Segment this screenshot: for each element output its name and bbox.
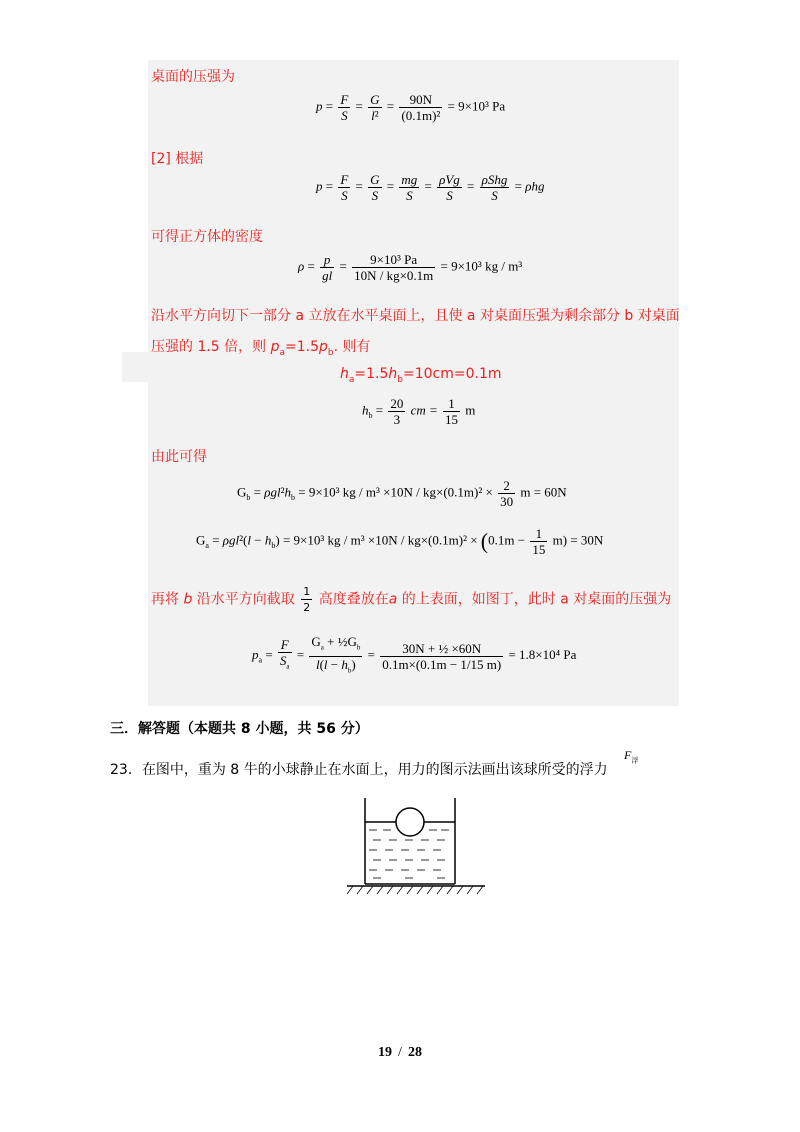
question-23: 23．在图中，重为 8 牛的小球静止在水面上，用力的图示法画出该球所受的浮力 xyxy=(110,762,608,778)
buoyancy-symbol: $F_浮$ xyxy=(624,748,639,765)
density-intro: 可得正方体的密度 xyxy=(151,229,263,245)
page-number: 19 / 28 xyxy=(378,1045,422,1060)
beaker-figure xyxy=(345,796,490,896)
equation-hb: $h_b$ = $\frac{20}{3}$ cm = $\frac{1}{15}$ m xyxy=(362,396,476,427)
step2-intro: [2] 根据 xyxy=(151,151,204,167)
equation-density: ρ = $\frac{p}{gl}$ = $\frac{\text{9×10³ Pa}}{10N / kg\times 0.1m}$ = 9×10³ kg / m³ xyxy=(298,252,523,283)
cut-description-1: 沿水平方向切下一部分 a 立放在水平桌面上，且使 a 对桌面压强为剩余部分 b 对桌面 xyxy=(151,308,680,324)
panel-notch xyxy=(122,352,152,382)
pressure-intro: 桌面的压强为 xyxy=(151,69,235,85)
equation-ga: $G_a = \rho gl^2(l - h_b) = 9\times 10^3$ kg / m³ ×10N / kg×(0.1m)² × (0.1m − $\frac{1}{15}$ m) = 30N xyxy=(196,526,604,557)
section-title: 三．解答题（本题共 8 小题，共 56 分） xyxy=(110,721,369,737)
equation-pa: $p_a$ = $\frac{F}{S_a}$ = $\frac{G_a + \frac{1}{2}G_b}{l(l - h_b)}$ = $\frac{\text{30N + ½ ×60N}}{0.1m\times(0.1m - 1/15 m)}$ = 1.8×10⁴ Pa xyxy=(252,634,577,675)
equation-pressure: p = $\frac{F}{S}$ = $\frac{G}{\text{l²}}$ = $\frac{90N}{\text{(0.1m)²}}$ = 9×10³ Pa xyxy=(316,92,506,123)
equation-pressure-derivation: p = $\frac{F}{S}$ = $\frac{G}{S}$ = $\frac{mg}{S}$ = $\frac{\text{ρVg}}{S}$ = $\frac{\text{ρShg}}{S}$ = ρhg xyxy=(316,172,545,203)
thus-text: 由此可得 xyxy=(151,449,207,465)
cut-description-2: 压强的 1.5 倍，则 $p_a=1.5p_b$. 则有 xyxy=(151,339,371,358)
stack-description: 再将 b 沿水平方向截取 $\frac{1}{2}$ 高度叠放在a 的上表面，如图丁，此时 a 对桌面的压强为 xyxy=(151,585,672,614)
ball xyxy=(396,808,424,836)
equation-gb: $G_b = \rho gl^2h_b = 9\times 10^3$ kg / m³ ×10N / kg×(0.1m)² × $\frac{2}{30}$ m = 60N xyxy=(237,478,567,509)
height-relation: $h_a=1.5h_b=10cm=0.1m$ xyxy=(340,366,502,385)
